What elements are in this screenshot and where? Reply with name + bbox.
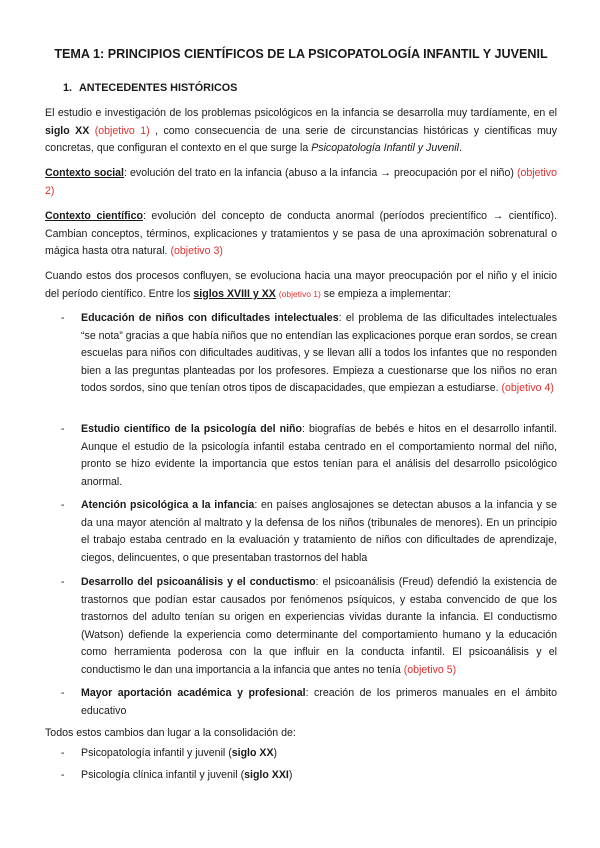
bullet-dash: - — [61, 687, 65, 699]
intro-text-3: . — [459, 142, 462, 155]
consolidation-end: ) — [288, 768, 293, 781]
bullet-heading: Atención psicológica a la infancia — [81, 499, 255, 511]
consolidation-text: Psicopatología infantil y juvenil ( — [81, 747, 232, 759]
bullet-dash: - — [61, 576, 65, 588]
objective-tag: (objetivo 3) — [170, 245, 223, 258]
section-heading — [63, 80, 237, 98]
consolidation-text: Psicología clínica infantil y juvenil ( — [81, 768, 245, 781]
consolidation-end: ) — [273, 747, 278, 759]
list-item — [45, 574, 557, 680]
bullet-list — [45, 310, 557, 398]
intro-text-2: , como consecuencia de una serie de circunstancias históricas y científicas muy concretas, que configuran el contexto en el que surge la — [45, 124, 557, 155]
objective-tag: (objetivo 2) — [45, 167, 557, 197]
bullet-dash: - — [61, 423, 65, 435]
list-item — [45, 745, 557, 763]
bullet-text: : biografías de bebés e hitos en el desarrollo infantil. Aunque el estudio de la psicología infantil estaba centrado en el comportamiento normal del niño, pronto se hizo evidente la importancia que estos tenían para el análisis del desarrollo psicológico anormal. — [81, 423, 557, 488]
section-label: ANTECEDENTES HISTÓRICOS — [79, 82, 238, 94]
objective-tag: (objetivo 1) — [278, 288, 321, 299]
intro-paragraph — [45, 105, 557, 158]
page-title: TEMA 1: PRINCIPIOS CIENTÍFICOS DE LA PSICOPATOLOGÍA INFANTIL Y JUVENIL — [54, 47, 548, 61]
list-item — [45, 685, 557, 720]
confluence-bold: siglos XVIII y XX — [193, 287, 276, 300]
bullet-heading: Desarrollo del psicoanálisis y el conductismo — [81, 576, 316, 588]
closing-paragraph: Todos estos cambios dan lugar a la consolidación de: — [45, 727, 296, 739]
social-context-label: Contexto social — [45, 167, 124, 179]
bullet-list — [45, 497, 557, 567]
bullet-dash: - — [61, 768, 65, 781]
intro-bold: siglo XX — [45, 124, 90, 137]
section-number: 1. — [63, 82, 73, 94]
social-context-paragraph — [45, 165, 557, 200]
bullet-text: : el problema de las dificultades intelectuales “se nota” gracias a que había niños que no entendían las explicaciones porque eran sordos, se crean escuelas para niños con dificultades auditivas, y se llevan allí a todos los infantes que no responden bien a las preguntas planteadas por los profesores. Empieza a cuestionarse que los niños no eran todos sordos, sino que tenían otros tipos de discapacidades, que empiezan a estudiarse. — [81, 312, 557, 395]
intro-text: El estudio e investigación de los problemas psicológicos en la infancia se desarrolla muy tardíamente, en el — [45, 107, 557, 119]
consolidation-bold: siglo XX — [231, 747, 274, 759]
bullet-text: : el psicoanálisis (Freud) defendió la existencia de trastornos que podían estar causados por fenómenos psíquicos, y estaba convencido de que los trastornos del adulto tenían su origen en experiencias vividas durante la infancia. El conductismo (Watson) defiende la experiencia como determinante del comportamiento humano y la educación como herramienta poderosa con la que influir en la conducta infantil. El psicoanálisis y el conductismo le dan una importancia a la infancia que antes no tenía — [81, 576, 558, 676]
intro-italic: Psicopatología Infantil y Juvenil — [311, 142, 460, 155]
list-item — [45, 767, 557, 785]
bullet-list — [45, 574, 557, 680]
bullet-list — [45, 421, 557, 491]
confluence-text: Cuando estos dos procesos confluyen, se evoluciona hacia una mayor preocupación por el niño y el inicio del período científico. Entre los — [45, 270, 557, 300]
bullet-heading: Educación de niños con dificultades intelectuales — [81, 312, 339, 324]
bullet-dash: - — [61, 499, 65, 511]
list-item — [45, 310, 557, 398]
bullet-heading: Mayor aportación académica y profesional — [81, 687, 306, 699]
confluence-text-2: se empieza a implementar: — [320, 287, 451, 300]
list-item — [45, 421, 557, 491]
scientific-context-paragraph — [45, 208, 557, 261]
bullet-heading: Estudio científico de la psicología del niño — [81, 423, 302, 435]
social-context-text: : evolución del trato en la infancia (abuso a la infancia → preocupación por el niño) — [124, 167, 514, 179]
consolidation-bold: siglo XXI — [244, 768, 289, 781]
bullet-list — [45, 685, 557, 720]
objective-tag: (objetivo 4) — [501, 382, 554, 395]
bullet-text: : creación de los primeros manuales en el ámbito educativo — [81, 687, 557, 717]
confluence-paragraph — [45, 268, 557, 303]
consolidation-list — [45, 745, 557, 784]
objective-tag: (objetivo 5) — [403, 663, 457, 676]
list-item — [45, 497, 557, 567]
scientific-context-label: Contexto científico — [45, 210, 143, 222]
bullet-dash: - — [61, 747, 65, 759]
scientific-context-text: : evolución del concepto de conducta anormal (períodos precientífico → científico). Cambian conceptos, términos, explicaciones y tratamientos y se pasa de una aproximación sobrenatural o mágica hasta otra natural. — [45, 210, 557, 258]
bullet-dash: - — [61, 312, 65, 324]
bullet-text: : en países anglosajones se detectan abusos a la infancia y se da una mayor atención al maltrato y la defensa de los niños (tribunales de menores). En un principio el trabajo estaba centrado en la evaluación y tratamiento de niños con dificultades de aprendizaje, ciegos, delincuentes, o que presentaban trastornos del habla — [81, 499, 557, 564]
objective-tag: (objetivo 1) — [94, 124, 150, 137]
